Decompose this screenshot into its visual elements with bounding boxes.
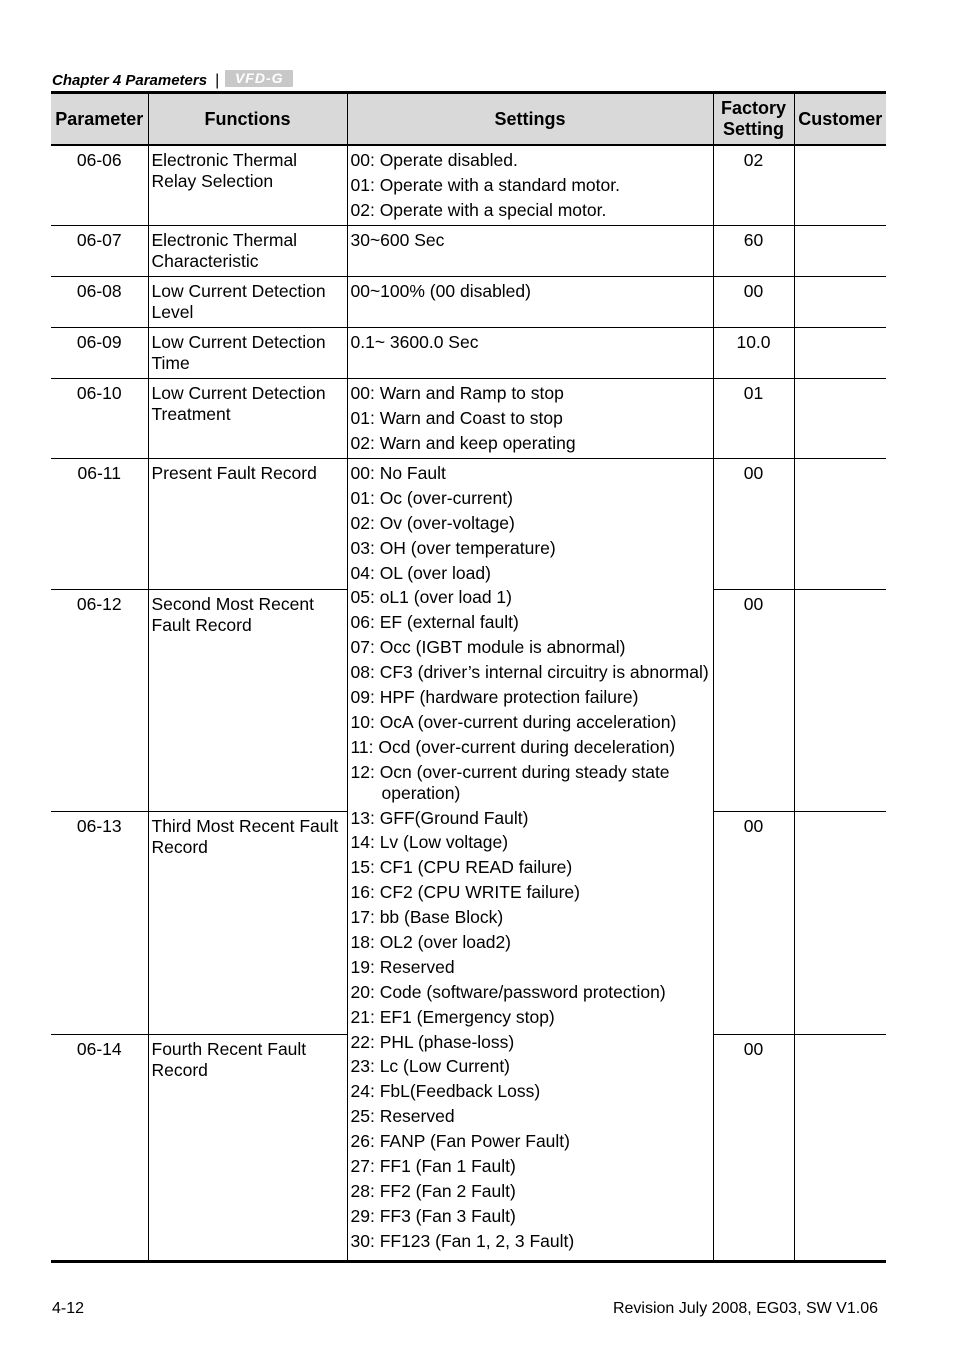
function-name: Second Most Recent Fault Record (148, 589, 347, 811)
setting-option: 00: Warn and Ramp to stop (350, 383, 564, 403)
setting-option: 06: EF (external fault) (350, 612, 519, 633)
setting-option: 01: Oc (over-current) (350, 487, 513, 508)
setting-option: 20: Code (software/password protection) (350, 981, 666, 1002)
fault-settings-cell (347, 459, 713, 1262)
setting-option: 16: CF2 (CPU WRITE failure) (350, 882, 580, 903)
vfd-g-logo: VFD-G (225, 70, 293, 87)
setting-option: 21: EF1 (Emergency stop) (350, 1006, 555, 1027)
customer-setting (794, 277, 886, 328)
parameter-code: 06-10 (51, 379, 148, 459)
function-name: Low Current Detection Treatment (148, 379, 347, 459)
setting-option: 30: FF123 (Fan 1, 2, 3 Fault) (350, 1230, 575, 1251)
setting-option: 07: Occ (IGBT module is abnormal) (350, 637, 626, 658)
setting-option: 08: CF3 (driver’s internal circuitry is abnormal) (350, 662, 709, 683)
setting-option: 17: bb (Base Block) (350, 907, 504, 928)
setting-option: 0.1~ 3600.0 Sec (350, 332, 479, 352)
setting-option: 00~100% (00 disabled) (350, 281, 531, 301)
setting-option: 24: FbL(Feedback Loss) (350, 1081, 541, 1102)
table-row (51, 145, 886, 226)
setting-option: 02: Ov (over-voltage) (350, 512, 515, 533)
setting-option: 15: CF1 (CPU READ failure) (350, 857, 573, 878)
factory-setting: 00 (713, 277, 794, 328)
setting-option: 01: Operate with a standard motor. (350, 175, 620, 195)
parameter-code: 06-07 (51, 226, 148, 277)
settings-cell (347, 226, 713, 277)
factory-setting: 00 (713, 1034, 794, 1261)
parameter-code: 06-09 (51, 328, 148, 379)
customer-setting (794, 812, 886, 1034)
setting-option: 04: OL (over load) (350, 562, 491, 583)
factory-setting: 01 (713, 379, 794, 459)
customer-setting (794, 145, 886, 226)
parameter-table (51, 91, 886, 1263)
setting-option: 18: OL2 (over load2) (350, 932, 512, 953)
customer-setting (794, 379, 886, 459)
setting-option: 10: OcA (over-current during acceleration) (350, 711, 677, 732)
setting-option: 02: Warn and keep operating (350, 433, 576, 453)
customer-setting (794, 589, 886, 811)
setting-option: 13: GFF(Ground Fault) (350, 807, 529, 828)
page-header (52, 68, 293, 90)
function-name: Third Most Recent Fault Record (148, 812, 347, 1034)
setting-option: 02: Operate with a special motor. (350, 200, 607, 220)
col-header-parameter: Parameter (51, 93, 148, 146)
settings-cell (347, 145, 713, 226)
customer-setting (794, 1034, 886, 1261)
setting-option: 00: No Fault (350, 463, 446, 483)
function-name: Present Fault Record (148, 459, 347, 590)
page-number: 4-12 (52, 1300, 85, 1317)
settings-cell (347, 277, 713, 328)
function-name: Low Current Detection Level (148, 277, 347, 328)
col-header-factory-setting: Factory Setting (713, 93, 794, 146)
setting-option: 27: FF1 (Fan 1 Fault) (350, 1156, 516, 1177)
col-header-functions: Functions (148, 93, 347, 146)
table-header-row (51, 93, 886, 146)
setting-option: 25: Reserved (350, 1106, 455, 1127)
table-row (51, 328, 886, 379)
setting-option: 23: Lc (Low Current) (350, 1056, 511, 1077)
setting-option: 11: Ocd (over-current during deceleration) (350, 736, 676, 757)
factory-setting: 00 (713, 459, 794, 590)
setting-option: 30~600 Sec (350, 230, 445, 250)
chapter-title: Chapter 4 Parameters (52, 72, 208, 89)
function-name: Electronic Thermal Relay Selection (148, 145, 347, 226)
col-header-customer: Customer (794, 93, 886, 146)
setting-option: 12: Ocn (over-current during steady state operation) (350, 761, 670, 803)
setting-option: 19: Reserved (350, 956, 455, 977)
function-name: Fourth Recent Fault Record (148, 1034, 347, 1261)
parameter-code: 06-14 (51, 1034, 148, 1261)
settings-cell (347, 328, 713, 379)
setting-option: 28: FF2 (Fan 2 Fault) (350, 1180, 516, 1201)
customer-setting (794, 459, 886, 590)
factory-setting: 00 (713, 589, 794, 811)
setting-option: 01: Warn and Coast to stop (350, 408, 563, 428)
setting-option: 09: HPF (hardware protection failure) (350, 687, 639, 708)
setting-option: 00: Operate disabled. (350, 150, 518, 170)
setting-option: 03: OH (over temperature) (350, 537, 556, 558)
parameter-code: 06-11 (51, 459, 148, 590)
setting-option: 29: FF3 (Fan 3 Fault) (350, 1205, 516, 1226)
setting-option: 22: PHL (phase-loss) (350, 1031, 515, 1052)
function-name: Electronic Thermal Characteristic (148, 226, 347, 277)
factory-setting: 00 (713, 812, 794, 1034)
header-separator: | (215, 72, 220, 89)
col-header-settings: Settings (347, 93, 713, 146)
customer-setting (794, 226, 886, 277)
customer-setting (794, 328, 886, 379)
setting-option: 05: oL1 (over load 1) (350, 587, 512, 608)
parameter-code: 06-08 (51, 277, 148, 328)
parameter-code: 06-06 (51, 145, 148, 226)
factory-setting: 10.0 (713, 328, 794, 379)
factory-setting: 02 (713, 145, 794, 226)
table-row (51, 277, 886, 328)
setting-option: 14: Lv (Low voltage) (350, 832, 509, 853)
function-name: Low Current Detection Time (148, 328, 347, 379)
table-row (51, 379, 886, 459)
parameter-code: 06-12 (51, 589, 148, 811)
factory-setting: 60 (713, 226, 794, 277)
settings-cell (347, 379, 713, 459)
revision-info: Revision July 2008, EG03, SW V1.06 (612, 1300, 878, 1317)
parameter-code: 06-13 (51, 812, 148, 1034)
setting-option: 26: FANP (Fan Power Fault) (350, 1131, 570, 1152)
table-row (51, 226, 886, 277)
table-row (51, 459, 886, 590)
